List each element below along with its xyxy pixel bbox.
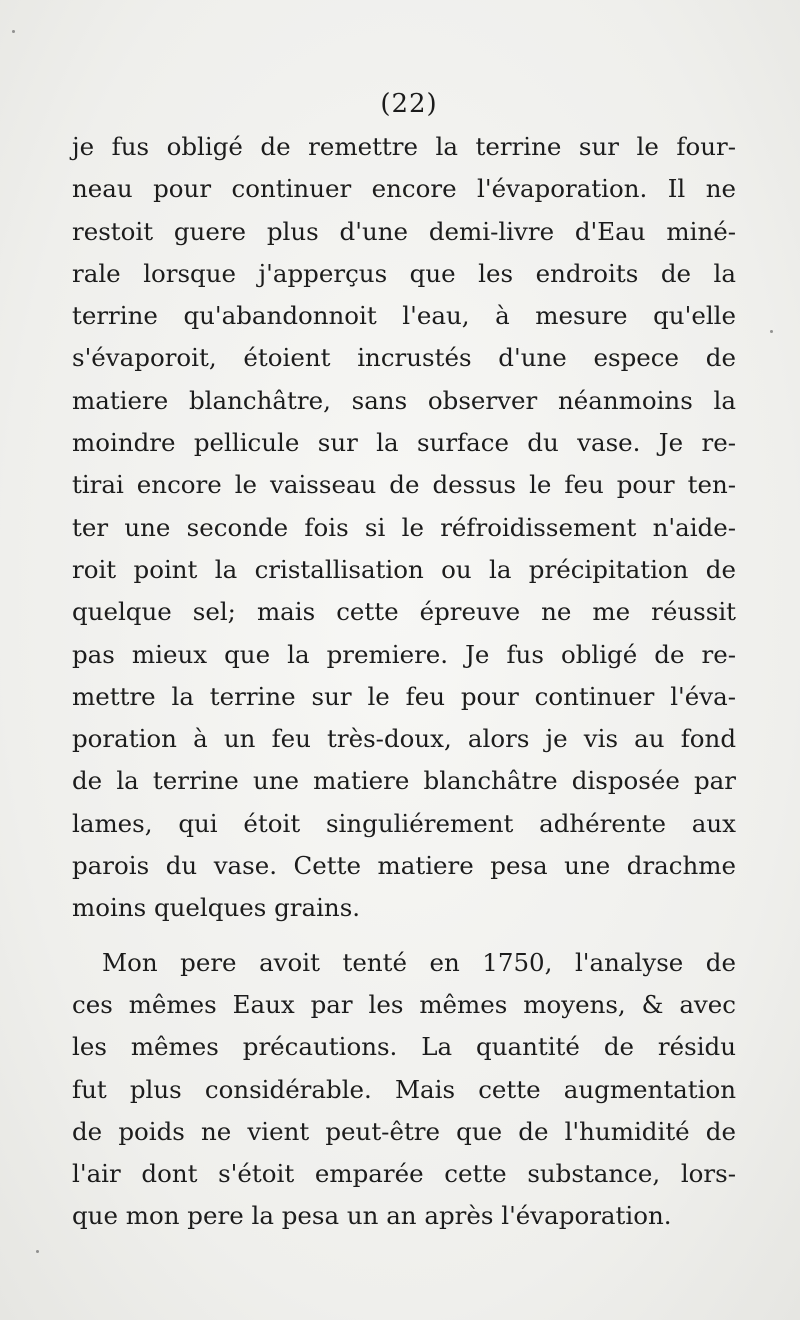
- text-line: fut plus considérable. Mais cette augmentation: [72, 1074, 736, 1104]
- text-line: matiere blanchâtre, sans observer néanmoins la: [72, 385, 736, 415]
- text-line: poration à un feu très-doux, alors je vis au fond: [72, 724, 736, 754]
- text-line: les mêmes précautions. La quantité de résidu: [72, 1032, 736, 1062]
- paper-speck: [36, 1250, 39, 1253]
- text-line: neau pour continuer encore l'évaporation. Il ne: [72, 174, 736, 204]
- text-line: lames, qui étoit singuliérement adhérente aux: [72, 808, 736, 838]
- text-line: Mon pere avoit tenté en 1750, l'analyse de: [102, 947, 736, 977]
- text-line: quelque sel; mais cette épreuve ne me réussit: [72, 597, 736, 627]
- paper-speck: [12, 30, 15, 33]
- paragraph-1: [72, 126, 736, 930]
- text-line: moins quelques grains.: [72, 893, 361, 923]
- text-line: moindre pellicule sur la surface du vase. Je re-: [72, 428, 736, 458]
- text-line: restoit guere plus d'une demi-livre d'Eau miné-: [72, 216, 736, 246]
- page-text: [72, 82, 736, 1238]
- text-line: ces mêmes Eaux par les mêmes moyens, & avec: [72, 989, 736, 1019]
- text-line: s'évaporoit, étoient incrustés d'une espece de: [72, 343, 736, 373]
- text-line: ter une seconde fois si le réfroidissement n'aide-: [72, 512, 736, 542]
- page-number: (22): [380, 89, 438, 119]
- text-line: mettre la terrine sur le feu pour continuer l'éva-: [72, 681, 736, 711]
- text-line: de poids ne vient peut-être que de l'humidité de: [72, 1116, 736, 1146]
- paper-speck: [770, 330, 773, 333]
- text-line: terrine qu'abandonnoit l'eau, à mesure qu'elle: [72, 301, 736, 331]
- paragraph-2: [72, 942, 736, 1238]
- text-line: tirai encore le vaisseau de dessus le feu pour ten-: [72, 470, 736, 500]
- text-line: je fus obligé de remettre la terrine sur le four-: [72, 132, 736, 161]
- text-line: rale lorsque j'apperçus que les endroits de la: [72, 258, 736, 288]
- text-line: que mon pere la pesa un an après l'évaporation.: [72, 1201, 672, 1231]
- text-line: pas mieux que la premiere. Je fus obligé de re-: [72, 639, 736, 669]
- text-line: roit point la cristallisation ou la précipitation de: [72, 554, 736, 584]
- text-line: l'air dont s'étoit emparée cette substance, lors-: [72, 1159, 736, 1189]
- text-line: de la terrine une matiere blanchâtre disposée par: [72, 766, 736, 796]
- text-line: parois du vase. Cette matiere pesa une drachme: [72, 851, 736, 881]
